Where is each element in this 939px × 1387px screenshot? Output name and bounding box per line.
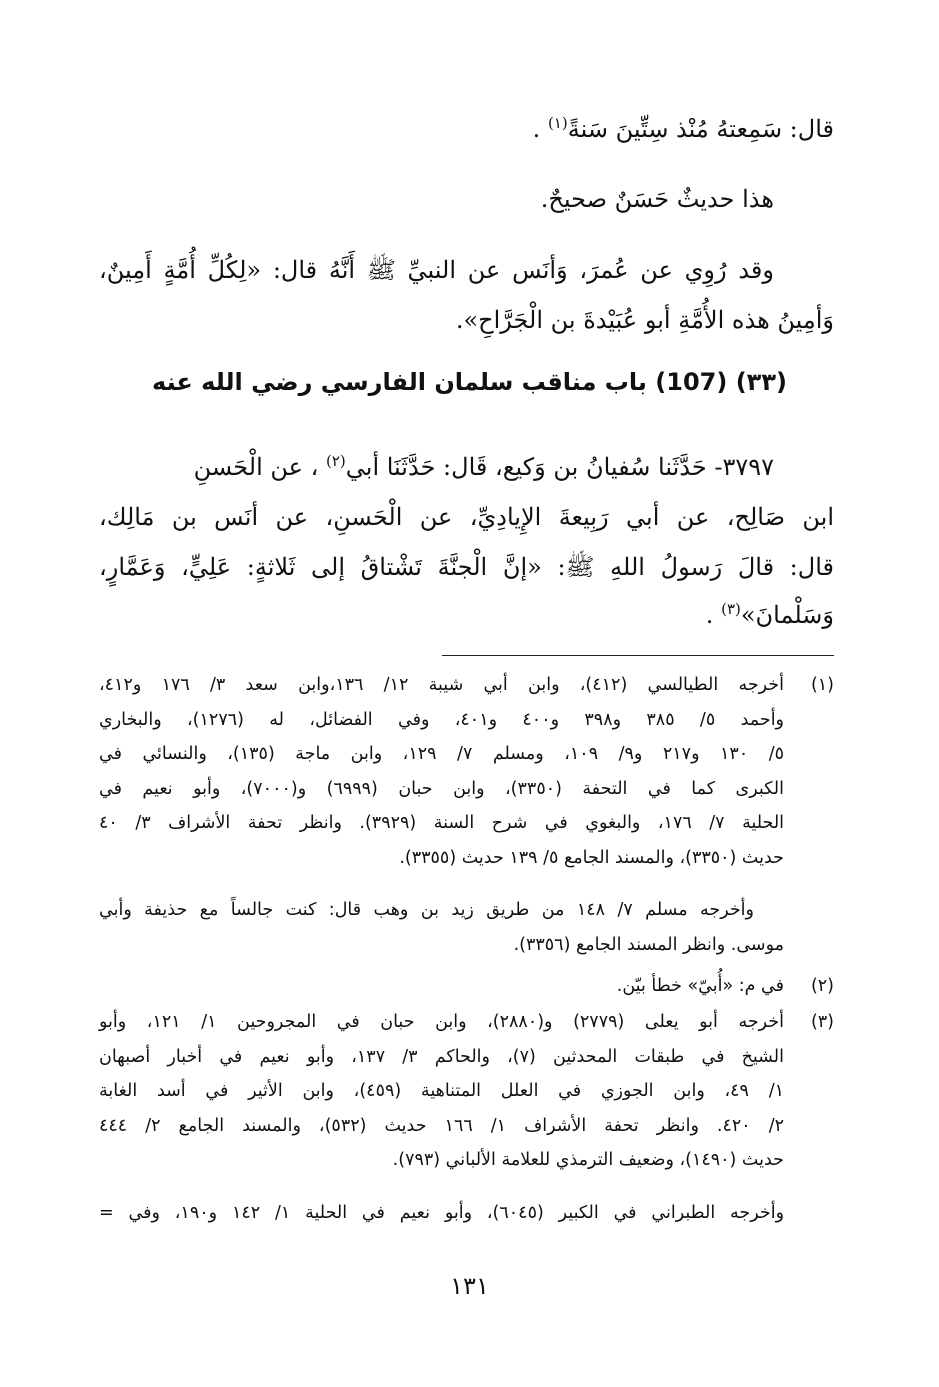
hadith-line3-text: قال: قالَ رَسولُ اللهِ ﷺ: «إنَّ الْجنَّةَ تَشْتاقُ إلى ثَلاثةٍ: عَلِيٍّ، وَعَمَّارٍ،	[99, 553, 834, 581]
text-line-3a	[99, 255, 774, 290]
line1-end: .	[532, 115, 541, 143]
footnote-3-line: أخرجه أبو يعلى (٢٧٧٩) و(٢٨٨٠)، وابن حبان في المجروحين ١/ ١٢١، وأبو	[99, 1012, 785, 1032]
footnote-3-extra	[99, 1196, 834, 1231]
footnote-1-extra-line: وأخرجه مسلم ٧/ ١٤٨ من طريق زيد بن وهب قال: كنت جالساً مع حذيفة وأبي	[99, 900, 754, 920]
footnote-1-number: (١)	[810, 675, 834, 695]
footnote-1-line: الكبرى كما في التحفة (٣٣٥٠)، وابن حبان (٦٩٩٩) و(٧٠٠٠)، وأبو نعيم في	[99, 778, 785, 799]
footnote-3-text	[99, 1005, 784, 1178]
footnote-1	[99, 668, 834, 875]
hadith-line4-end: .	[705, 601, 714, 629]
line1-text: قال: سَمِعتهُ مُنْذ سِتِّينَ سَنةً	[567, 115, 834, 143]
footnote-1-line: حديث (٣٣٥٠)، والمسند الجامع ٥/ ١٣٩ حديث (٣٣٥٥).	[399, 847, 784, 868]
text-line-1	[99, 114, 834, 143]
footnote-1-line: ٥/ ١٣٠ و٢١٧ و٩/ ١٠٩، ومسلم ٧/ ١٢٩، وابن ماجة (١٣٥)، والنسائي في	[99, 744, 785, 764]
line3a-text: وقد رُوِي عن عُمرَ، وَأنَس عن النبيِّ ﷺ أَنَّهُ قال: «لِكُلِّ أُمَّةٍ أَمِينٌ،	[99, 256, 774, 284]
footnote-3-extra-text	[99, 1196, 834, 1231]
text-line-2	[39, 185, 774, 213]
footnote-3-extra-line: وأخرجه الطبراني في الكبير (٦٠٤٥)، وأبو نعيم في الحلية ١/ ١٤٢ و١٩٠، وفي =	[99, 1203, 785, 1223]
footnote-3	[99, 1005, 834, 1178]
footnote-3-line: الشيخ في طبقات المحدثين (٧)، والحاكم ٣/ ١٣٧، وأبو نعيم في أخبار أصبهان	[99, 1046, 784, 1067]
page-number: ١٣١	[450, 1272, 489, 1300]
hadith-line-2	[99, 503, 834, 531]
footnote-1-extra	[99, 893, 834, 962]
footnote-ref-3: (٣)	[721, 600, 741, 618]
footnote-3-line: ١/ ٤٩، وابن الجوزي في العلل المتناهية (٤٥٩)، وابن الأثير في أسد الغابة	[99, 1081, 785, 1101]
text-line-3b	[99, 306, 834, 334]
footnote-1-text	[99, 668, 784, 875]
footnote-ref-1: (١)	[547, 114, 568, 132]
footnote-1-line: أخرجه الطيالسي (٤١٢)، وابن أبي شيبة ١٢/ ١٣٦،وابن سعد ٣/ ١٧٦ و٤١٢،	[99, 675, 784, 695]
hadith-line4-text: وَسَلْمانَ»	[740, 601, 834, 629]
hadith-line2-text: ابن صَالِح، عن أبي رَبِيعةَ الإِيادِيِّ، عن الْحَسنِ، عن أنَس بن مَالِك،	[99, 503, 834, 531]
footnote-1-line: وأحمد ٥/ ٣٨٥ و٣٩٨ و٤٠٠ و٤٠١، وفي الفضائل، له (١٢٧٦)، والبخاري	[99, 709, 785, 730]
line3b-text: وَأمِينُ هذه الأُمَّةِ أبو عُبَيْدةَ بن الْجَرَّاحِ».	[455, 306, 834, 334]
footnote-separator	[442, 655, 834, 656]
line2-text: هذا حديثٌ حَسَنٌ صحيحٌ.	[540, 185, 774, 213]
chapter-heading: (٣٣) (107) باب مناقب سلمان الفارسي رضي الله عنه	[152, 368, 787, 396]
footnote-2-line: في م: «أُبيّ» خطأ بيّن.	[616, 976, 784, 996]
footnote-1-extra-text	[99, 893, 784, 962]
hadith-line-1	[99, 452, 774, 481]
hadith-line1-b: ، عن الْحَسنِ	[193, 453, 319, 481]
footnote-2	[99, 969, 834, 1004]
hadith-line-4	[99, 600, 834, 629]
footnote-3-line: ٢/ ٤٢٠. وانظر تحفة الأشراف ١/ ١٦٦ حديث (٥٣٢)، والمسند الجامع ٢/ ٤٤٤	[99, 1115, 785, 1136]
footnote-3-line: حديث (١٤٩٠)، وضعيف الترمذي للعلامة الألباني (٧٩٣).	[392, 1150, 784, 1170]
footnote-1-line: الحلية ٧/ ١٧٦، والبغوي في شرح السنة (٣٩٢٩). وانظر تحفة الأشراف ٣/ ٤٠	[99, 813, 785, 833]
hadith-line-3	[99, 552, 834, 587]
footnote-ref-2: (٢)	[325, 452, 346, 470]
footnote-2-text	[99, 969, 784, 1004]
footnote-2-number: (٢)	[810, 976, 834, 996]
footnote-3-number: (٣)	[810, 1012, 834, 1032]
hadith-line1-a: ٣٧٩٧- حَدَّثَنا سُفيانُ بن وَكيع، قَال: حَدَّثَنَا أبي	[345, 453, 774, 481]
footnote-1-extra-line: موسى. وانظر المسند الجامع (٣٣٥٦).	[513, 934, 784, 955]
